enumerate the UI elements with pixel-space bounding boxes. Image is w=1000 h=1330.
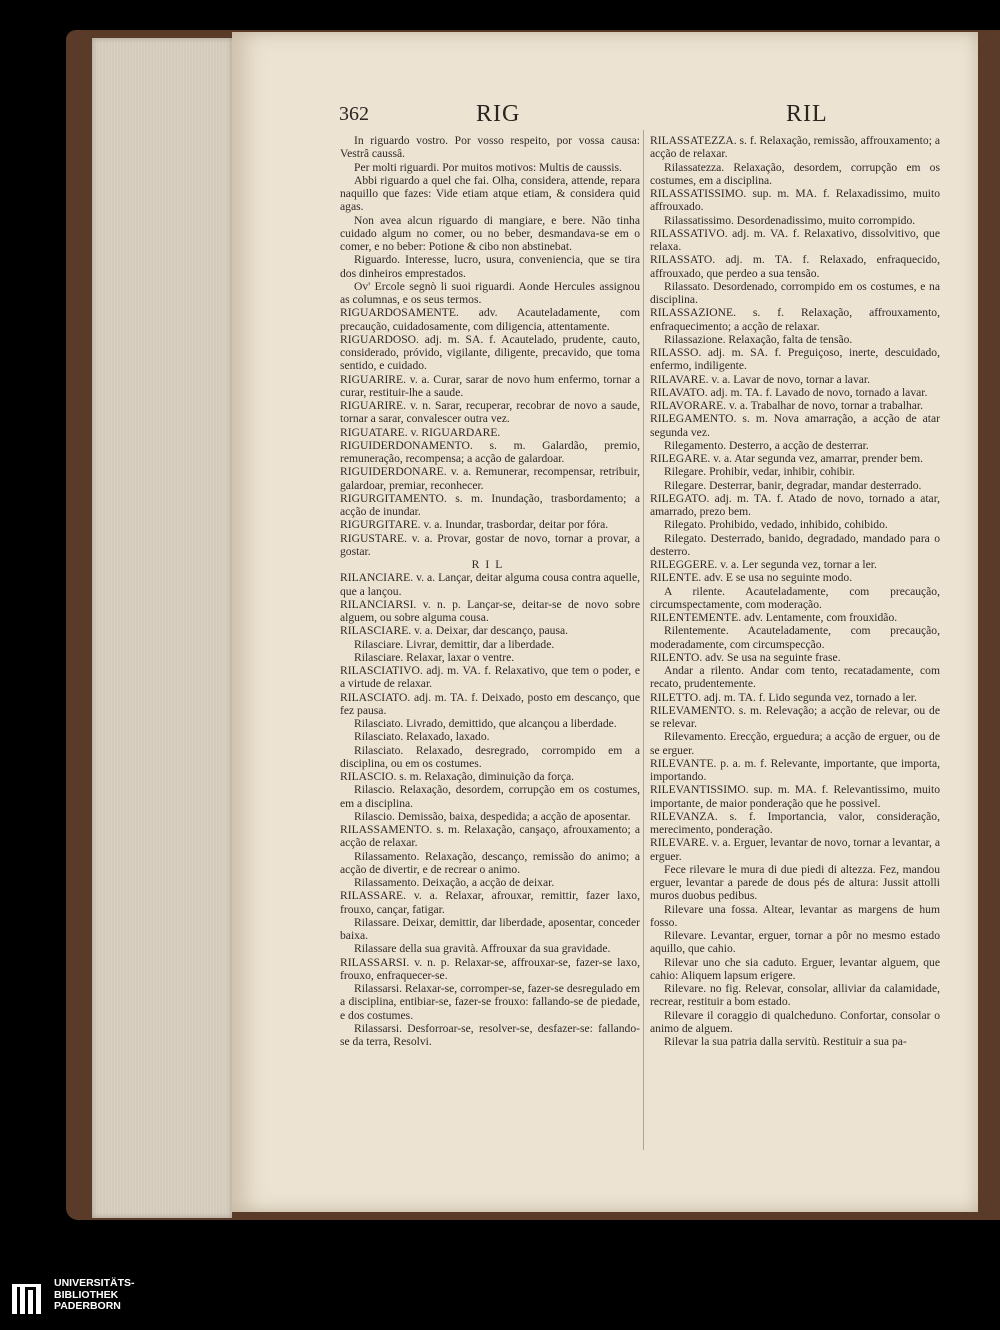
sub-sense: Rilasciare. Livrar, demittir, dar a liberdade. [354, 637, 555, 651]
sub-sense: Rilevamento. Erecção, erguedura; a acção de erguer, ou de se erguer. [650, 730, 940, 757]
sub-sense: Rilasciare. Relaxar, laxar o ventre. [354, 650, 515, 664]
sub-sense: Rilegare. Prohibir, vedar, inhibir, cohibir. [664, 465, 855, 479]
dictionary-entry: RILASSAZIONE. s. f. Relaxação, affrouxamento, enfraquecimento; a acção de relaxar. [650, 306, 940, 333]
sub-sense: Rilentemente. Acauteladamente, com precaução, moderadamente, com circumspecção. [650, 624, 940, 651]
dictionary-entry: RILEGATO. adj. m. TA. f. Atado de novo, tornado a atar, amarrado, prezo bem. [650, 491, 940, 518]
dictionary-entry: RILAVATO. adj. m. TA. f. Lavado de novo, tornado a lavar. [650, 385, 928, 399]
dictionary-entry: RILASCIARE. v. a. Deixar, dar descanço, pausa. [340, 624, 569, 638]
sub-sense: Rilassatezza. Relaxação, desordem, corrupção em os costumes, em a disciplina. [650, 160, 940, 187]
dictionary-entry: RILEGAMENTO. s. m. Nova amarração, a acção de atar segunda vez. [650, 412, 940, 439]
right-column [650, 134, 940, 1048]
dictionary-entry: RILEVANTISSIMO. sup. m. MA. f. Relevantissimo, muito importante, de maior ponderação que he possivel. [650, 783, 940, 810]
sub-sense: Rilassarsi. Relaxar-se, corromper-se, fazer-se desregulado em a disciplina, entibiar-se, fazer-se frouxo: fallando-se de piedade, e dos costumes. [340, 982, 640, 1022]
dictionary-entry: RIGUARDOSAMENTE. adv. Acauteladamente, com precaução, cuidadosamente, com diligencia, attentamente. [340, 306, 640, 333]
running-head-right: RIL [786, 101, 828, 127]
sub-sense: Rilevar uno che sia caduto. Erguer, levantar alguem, que cahio: Aliquem lapsum erigere. [650, 955, 940, 982]
sub-sense: Rilegato. Desterrado, banido, degradado, mandado para o desterro. [650, 531, 940, 558]
dictionary-entry: RILEVANTE. p. a. m. f. Relevante, importante, que importa, importando. [650, 756, 940, 783]
sub-sense: Rilasciato. Relaxado, desregrado, corrompido em a disciplina, ou em os costumes. [340, 743, 640, 770]
dictionary-entry: RILAVARE. v. a. Lavar de novo, tornar a lavar. [650, 372, 871, 386]
sub-sense: Rilegato. Prohibido, vedado, inhibido, cohibido. [664, 518, 888, 532]
sub-sense: Rilassatissimo. Desordenadissimo, muito corrompido. [664, 213, 916, 227]
page-number: 362 [339, 103, 369, 125]
dictionary-entry: RIGURGITAMENTO. s. m. Inundação, trasbordamento; a acção de inundar. [340, 491, 640, 518]
dictionary-entry: RILASCIATO. adj. m. TA. f. Deixado, posto em descanço, que fez pausa. [340, 690, 640, 717]
usage-example: In riguardo vostro. Por vosso respeito, por vossa causa: Vestrâ caussâ. [340, 134, 640, 161]
dictionary-entry: RIGUATARE. v. RIGUARDARE. [340, 425, 501, 439]
sub-sense: A rilente. Acauteladamente, com precaução, circumspectamente, com moderação. [650, 584, 940, 611]
library-line-1: UNIVERSITÄTS- [54, 1277, 135, 1289]
dictionary-entry: RIGURGITARE. v. a. Inundar, trasbordar, deitar por fóra. [340, 518, 609, 532]
sub-sense: Rilassato. Desordenado, corrompido em os costumes, e na disciplina. [650, 279, 940, 306]
sub-sense: Rilevare una fossa. Altear, levantar as margens de hum fosso. [650, 902, 940, 929]
sub-sense: Rilassazione. Relaxação, falta de tensão. [664, 332, 853, 346]
sub-sense: Rilegare. Desterrar, banir, degradar, mandar desterrado. [664, 478, 922, 492]
left-column [340, 134, 640, 1048]
sub-sense: Rilassare. Deixar, demittir, dar liberdade, aposentar, conceder baixa. [340, 915, 640, 942]
library-name [54, 1278, 135, 1313]
dictionary-entry: RILEVARE. v. a. Erguer, levantar de novo, tornar a levantar, a erguer. [650, 836, 940, 863]
running-head-left: RIG [476, 101, 521, 127]
section-heading: RIL [471, 558, 509, 571]
dictionary-entry: RILEGARE. v. a. Atar segunda vez, amarrar, prender bem. [650, 452, 924, 465]
dictionary-entry: RIGUSTARE. v. a. Provar, gostar de novo, tornar a provar, a gostar. [340, 531, 640, 558]
sub-sense: Rilasciato. Relaxado, laxado. [354, 730, 490, 744]
sub-sense: Rilevare. Levantar, erguer, tornar a pôr no mesmo estado aquillo, que cahio. [650, 929, 940, 956]
sub-sense: Rilegamento. Desterro, a acção de desterrar. [664, 438, 869, 452]
sub-sense: Rilasciato. Livrado, demittido, que alcançou a liberdade. [354, 717, 617, 730]
dictionary-entry: RILEVANZA. s. f. Importancia, valor, consideração, merecimento, ponderação. [650, 809, 940, 836]
dictionary-entry: RIGUIDERDONAMENTO. s. m. Galardão, premio, remuneração, recompensa; a acção de galardoar. [340, 438, 640, 465]
library-mark-icon [10, 1280, 48, 1318]
dictionary-entry: RILETTO. adj. m. TA. f. Lido segunda vez, tornado a ler. [650, 690, 917, 704]
sub-sense: Rilassamento. Relaxação, descanço, remissão do animo; a acção de divertir, e de recrear o animo. [340, 849, 640, 876]
dictionary-entry: RILEGGERE. v. a. Ler segunda vez, tornar a ler. [650, 558, 877, 571]
usage-example: Riguardo. Interesse, lucro, usura, conveniencia, que se tira dos dinheiros emprestados. [340, 253, 640, 280]
sub-sense: Rilassarsi. Desforroar-se, resolver-se, desfazer-se: fallando-se da terra, Resolvi. [340, 1021, 640, 1048]
column-rule [643, 130, 644, 1150]
dictionary-entry: RILAVORARE. v. a. Trabalhar de novo, tornar a trabalhar. [650, 399, 924, 412]
usage-example: Abbi riguardo a quel che fai. Olha, considera, attende, repara naquillo que fazes: Vide etiam atque etiam, & considera quid agas. [340, 173, 640, 214]
usage-example: Per molti riguardi. Por muitos motivos: Multis de caussis. [354, 160, 622, 174]
page-edges [92, 38, 232, 1218]
usage-example: Ov' Ercole segnò li suoi riguardi. Aonde Hercules assignou as columnas, e os seus termos. [340, 279, 640, 306]
sub-sense: Rilevare. no fig. Relevar, consolar, alliviar da calamidade, recrear, restituir a bom estado. [650, 982, 940, 1009]
dictionary-entry: RILASSATO. adj. m. TA. f. Relaxado, enfraquecido, affrouxado, que perdeo a sua tensão. [650, 253, 940, 280]
dictionary-entry: RIGUIDERDONARE. v. a. Remunerar, recompensar, retribuir, galardoar, premiar, reconhecer. [340, 465, 640, 492]
dictionary-entry: RILASCIATIVO. adj. m. VA. f. Relaxativo, que tem o poder, e a virtude de relaxar. [340, 664, 640, 691]
dictionary-entry: RILASSARSI. v. n. p. Relaxar-se, affrouxar-se, fazer-se laxo, frouxo, enfraquecer-se. [340, 955, 640, 982]
dictionary-entry: RILENTO. adv. Se usa na seguinte frase. [650, 650, 841, 664]
dictionary-entry: RILASSATEZZA. s. f. Relaxação, remissão, affrouxamento; a acção de relaxar. [650, 134, 940, 161]
sub-sense: Rilascio. Demissão, baixa, despedida; a acção de aposentar. [354, 809, 631, 823]
sub-sense: Rilassare della sua gravità. Affrouxar da sua gravidade. [354, 942, 611, 956]
sub-sense: Rilassamento. Deixação, a acção de deixar. [354, 876, 555, 889]
dictionary-entry: RILASSO. adj. m. SA. f. Preguiçoso, inerte, descuidado, enfermo, indiligente. [650, 346, 940, 373]
dictionary-entry: RIGUARDOSO. adj. m. SA. f. Acautelado, prudente, cauto, considerado, próvido, vigilante, diligente, precavido, que toma sentido, e cuidado. [340, 332, 640, 373]
dictionary-entry: RILASSAMENTO. s. m. Relaxação, canşaço, afrouxamento; a acção de relaxar. [340, 823, 640, 850]
sub-sense: Fece rilevare le mura di due piedi di altezza. Fez, mandou erguer, levantar a parede de dous pés de altura: Jussit attolli muros duobus pedibus. [650, 862, 940, 903]
dictionary-entry: RILASSARE. v. a. Relaxar, afrouxar, remittir, fazer laxo, frouxo, cançar, fatigar. [340, 889, 640, 916]
sub-sense: Andar a rilento. Andar com tento, recatadamente, com recato, prudentemente. [650, 664, 940, 691]
dictionary-entry: RILANCIARSI. v. n. p. Lançar-se, deitar-se de novo sobre alguem, ou sobre alguma cousa. [340, 597, 640, 624]
usage-example: Non avea alcun riguardo di mangiare, e bere. Não tinha cuidado algum no comer, ou no beber, desmandava-se em o comer, e no beber: Potione & cibo non abstinebat. [340, 213, 640, 253]
sub-sense: Rilevar la sua patria dalla servitù. Restituir a sua pa- [664, 1035, 907, 1048]
dictionary-entry: RILEVAMENTO. s. m. Relevação; a acção de relevar, ou de se relevar. [650, 703, 940, 730]
dictionary-entry: RILASCIO. s. m. Relaxação, diminuição da força. [340, 770, 575, 783]
sub-sense: Rilascio. Relaxação, desordem, corrupção em os costumes, em a disciplina. [340, 783, 640, 810]
library-line-2: BIBLIOTHEK [54, 1288, 119, 1301]
dictionary-entry: RIGUARIRE. v. n. Sarar, recuperar, recobrar de novo a saude, tornar a sarar, convalescer outra vez. [340, 399, 640, 426]
sub-sense: Rilevare il coraggio di qualcheduno. Confortar, consolar o animo de alguem. [650, 1008, 940, 1035]
dictionary-entry: RILASSATIVO. adj. m. VA. f. Relaxativo, dissolvitivo, que relaxa. [650, 226, 940, 253]
dictionary-entry: RILENTEMENTE. adv. Lentamente, com frouxidão. [650, 611, 898, 624]
dictionary-entry: RIGUARIRE. v. a. Curar, sarar de novo hum enfermo, tornar a curar, restituir-lhe a saude. [340, 372, 640, 399]
library-line-3: PADERBORN [54, 1300, 121, 1312]
dictionary-entry: RILANCIARE. v. a. Lançar, deitar alguma cousa contra aquelle, que a lançou. [340, 571, 640, 598]
dictionary-entry: RILASSATISSIMO. sup. m. MA. f. Relaxadissimo, muito affrouxado. [650, 187, 940, 214]
dictionary-entry: RILENTE. adv. E se usa no seguinte modo. [650, 571, 853, 585]
